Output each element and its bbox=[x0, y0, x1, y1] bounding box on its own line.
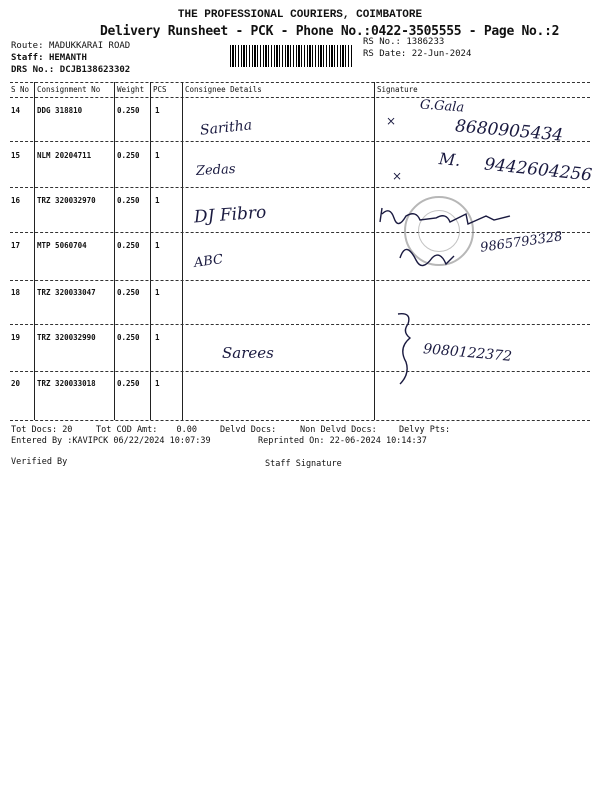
tot-cod bbox=[96, 425, 197, 435]
delvy-pts-label: Delvy Pts: bbox=[399, 425, 451, 435]
cell-pcs: 1 bbox=[155, 241, 160, 250]
cell-pcs: 1 bbox=[155, 106, 160, 115]
cell-consignment: MTP 5060704 bbox=[37, 241, 87, 250]
handwritten-consignee-19: Sarees bbox=[222, 344, 274, 362]
drs-label: DRS No.: bbox=[11, 65, 55, 75]
cell-sno: 17 bbox=[11, 241, 21, 250]
delvd-docs-label: Delvd Docs: bbox=[220, 425, 277, 435]
handwritten-consignee-17: ABC bbox=[193, 252, 225, 271]
reprinted-on bbox=[258, 436, 427, 446]
tot-cod-value: 0.00 bbox=[176, 425, 198, 435]
cell-consignment: TRZ 320033018 bbox=[37, 379, 96, 388]
cell-pcs: 1 bbox=[155, 333, 160, 342]
cell-consignment: TRZ 320032970 bbox=[37, 196, 96, 205]
drs-line bbox=[11, 65, 130, 75]
cell-weight: 0.250 bbox=[117, 241, 140, 250]
entered-by-label: Entered By : bbox=[11, 436, 73, 446]
handwritten-consignee-14: Saritha bbox=[199, 117, 253, 139]
reprinted-value: 22-06-2024 10:14:37 bbox=[329, 436, 427, 446]
handwritten-phone-15: 9442604256 bbox=[483, 154, 593, 186]
cell-weight: 0.250 bbox=[117, 379, 140, 388]
entered-by bbox=[11, 436, 211, 446]
cell-consignment: TRZ 320033047 bbox=[37, 288, 96, 297]
tot-docs-label: Tot Docs: bbox=[11, 425, 58, 435]
col-divider bbox=[374, 82, 375, 420]
staff-value: HEMANTH bbox=[48, 53, 87, 63]
table-top-rule bbox=[10, 82, 590, 83]
col-divider bbox=[182, 82, 183, 420]
cell-weight: 0.250 bbox=[117, 333, 140, 342]
rs-no-value: 1386233 bbox=[406, 37, 445, 47]
route-label: Route: bbox=[11, 41, 44, 51]
company-title: THE PROFESSIONAL COURIERS, COIMBATORE bbox=[177, 9, 423, 21]
staff-signature-label: Staff Signature bbox=[265, 459, 342, 469]
col-header-sno: S No bbox=[11, 85, 30, 94]
non-delvd-docs-label: Non Delvd Docs: bbox=[300, 425, 377, 435]
cell-consignment: TRZ 320032990 bbox=[37, 333, 96, 342]
row-rule bbox=[10, 141, 590, 142]
staff-label: Staff: bbox=[11, 53, 44, 63]
handwritten-consignee-15: Zedas bbox=[195, 161, 236, 180]
handwritten-x-mark: × bbox=[386, 114, 397, 128]
drs-value: DCJB138623302 bbox=[59, 65, 131, 75]
tot-docs-value: 20 bbox=[62, 425, 73, 435]
route-line bbox=[11, 41, 130, 51]
cell-weight: 0.250 bbox=[117, 288, 140, 297]
col-divider bbox=[114, 82, 115, 420]
cell-sno: 14 bbox=[11, 106, 21, 115]
cell-consignment: NLM 20204711 bbox=[37, 151, 92, 160]
verified-by-label: Verified By bbox=[11, 457, 68, 467]
cell-sno: 20 bbox=[11, 379, 21, 388]
totals-line bbox=[11, 425, 72, 435]
col-divider bbox=[34, 82, 35, 420]
cell-sno: 16 bbox=[11, 196, 21, 205]
handwritten-consignee-16: DJ Fibro bbox=[193, 202, 267, 228]
col-divider bbox=[150, 82, 151, 420]
rs-date-line bbox=[363, 49, 471, 59]
handwritten-phone-17: 9865793328 bbox=[479, 229, 564, 256]
rs-date-value: 22-Jun-2024 bbox=[411, 49, 472, 59]
handwritten-phone-19: 9080122372 bbox=[422, 341, 513, 365]
entered-by-value: KAVIPCK 06/22/2024 10:07:39 bbox=[72, 436, 211, 446]
row-rule bbox=[10, 371, 590, 372]
cell-pcs: 1 bbox=[155, 288, 160, 297]
handwritten-signature-14: G.Gala bbox=[419, 97, 465, 116]
cell-weight: 0.250 bbox=[117, 106, 140, 115]
cell-sno: 15 bbox=[11, 151, 21, 160]
tot-cod-label: Tot COD Amt: bbox=[96, 425, 158, 435]
rs-no-label: RS No.: bbox=[363, 37, 401, 47]
route-value: MADUKKARAI ROAD bbox=[48, 41, 131, 51]
staff-line bbox=[11, 53, 87, 63]
row-rule bbox=[10, 324, 590, 325]
reprinted-label: Reprinted On: bbox=[258, 436, 325, 446]
table-bottom-rule bbox=[10, 420, 590, 421]
cell-pcs: 1 bbox=[155, 379, 160, 388]
col-header-signature: Signature bbox=[377, 85, 418, 94]
cell-pcs: 1 bbox=[155, 151, 160, 160]
runsheet-title: Delivery Runsheet - PCK - Phone No.:0422-3505555 - Page No.:2 bbox=[100, 24, 560, 39]
col-header-consignee: Consignee Details bbox=[185, 85, 262, 94]
cell-consignment: DDG 318810 bbox=[37, 106, 83, 115]
cell-weight: 0.250 bbox=[117, 196, 140, 205]
barcode bbox=[230, 45, 352, 67]
cell-sno: 18 bbox=[11, 288, 21, 297]
col-header-weight: Weight bbox=[117, 85, 145, 94]
rs-no-line bbox=[363, 37, 444, 47]
cell-sno: 19 bbox=[11, 333, 21, 342]
handwritten-phone-14: 8680905434 bbox=[454, 116, 564, 146]
handwritten-signature-15: M. bbox=[438, 149, 462, 170]
row-rule bbox=[10, 187, 590, 188]
col-header-pcs: PCS bbox=[153, 85, 167, 94]
cell-weight: 0.250 bbox=[117, 151, 140, 160]
cell-pcs: 1 bbox=[155, 196, 160, 205]
col-header-consignment: Consignment No bbox=[37, 85, 101, 94]
handwritten-x-mark: × bbox=[392, 169, 403, 183]
rs-date-label: RS Date: bbox=[363, 49, 407, 59]
table-header-rule bbox=[10, 97, 590, 98]
